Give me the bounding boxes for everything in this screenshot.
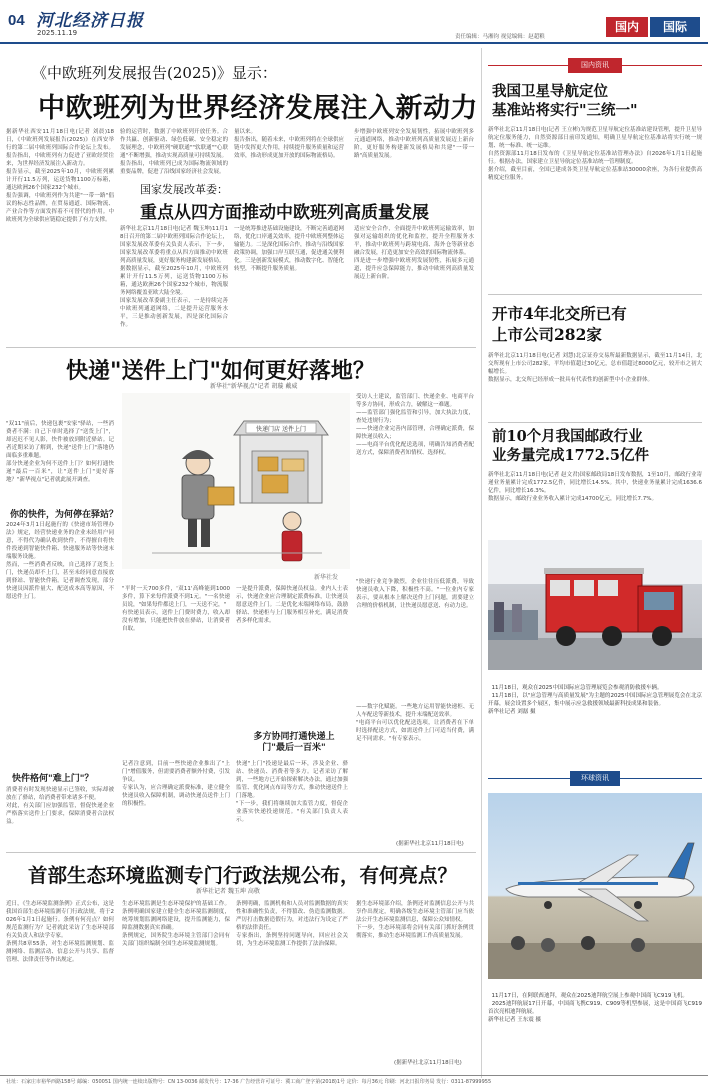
lead-bottom-rule	[6, 347, 476, 348]
lead-body-col2: 验的运营时，数据了中欧班列开放任务。合作共赢、创新驱动、绿色低碳、安全稳定的发展理念，中欧班列"硬联通""软联通""心联通"不断增强，推动实现高质量可持续发展。 报告指出，中欧班列已成为国际物流领域的重要品牌，促进了沿线国家经济社会发展。	[120, 129, 228, 175]
ipo-rule	[488, 422, 702, 423]
lead-body-col1: 据新华社西安11月18日电(记者 刘晨)18日，《中欧班列发展报告(2025)》在西安举行的第二届中欧班列国际合作论坛上发布。报告指出，中欧班列有力促进了亚欧经贸往来，为世界经济发展注入新动力。 报告显示，截至2025年10月，中欧班列累计开行11.5万列，运送货物1100万标箱，通达欧洲26个国家232个城市。 报告强调，中欧班列作为共建"一带一路"倡议的标志性品牌，在贸易通道、国际物流、产业合作等方面发挥着不可替代的作用。中欧班列为全球供应链稳定提供了有力支撑。	[6, 129, 114, 223]
express-headline: 快递"送件上门"如何更好落地？	[66, 358, 375, 384]
lead-headline: 中欧班列为世界经济发展注入新动力	[38, 93, 478, 124]
sub-headline-kicker: 国家发展改革委：	[140, 183, 228, 196]
eco-end-note: (据新华社北京11月18日电)	[394, 1060, 462, 1066]
sidebar-divider	[481, 48, 482, 1078]
fire-truck-photo	[488, 540, 702, 670]
ipo-headline-1: 开市4年北交所已有	[492, 304, 627, 323]
eco-headline: 首部生态环境监测专门行政法规公布，有何亮点？	[28, 864, 458, 887]
express-bottom-rule	[6, 852, 476, 853]
ipo-headline-2: 上市公司282家	[492, 325, 602, 344]
gov-headline-2: 业务量完成1772.5亿件	[492, 447, 649, 464]
sidebar-section-label: 国内资讯	[488, 58, 702, 74]
express-col4b: "快递行业竞争激烈，企业往往压低派费，导致快递员收入下降，积极性不高。"一位业内专家表示，要从根本上解决送件上门问题，需要建立合理的价格机制，让快递员愿意送、有动力送。	[356, 579, 474, 609]
express-col4: 受访人士建议，监管部门、快递企业、电商平台等多方协同，形成合力，破解这一难题。 ——监管部门强化监管和引导，加大执法力度，查处违规行为； ——快递企业完善内部管理，合理确定派费，保障快递员收入； ——电商平台优化配送选项，明确告知消费者配送方式，保障消费者知情权、选择权。	[356, 394, 474, 456]
section-tab-international[interactable]: 国际	[650, 17, 700, 37]
fire-truck-caption	[488, 676, 702, 762]
express-byline: 新华社"新华视点"记者 胡璇 戴威	[210, 383, 298, 390]
express-col4c: ——数字化赋能。一些地方运用智能快递柜、无人车配送等新技术，提升末端配送效率。 "电商平台可以优化配送选项，让消费者在下单时选择配送方式，如需送件上门可适当付费，满足不同需求。"有专家表示。	[356, 704, 474, 742]
airshow-photo	[488, 793, 702, 979]
gov-headline-1: 前10个月我国邮政行业	[492, 428, 643, 445]
express-col2b: 记者注意到，目前一些快递企业推出了"上门"增值服务，但需要消费者额外付费，引发争议。 专家认为，应合理确定派费标准，建立健全快递员收入保障机制，调动快递员送件上门的积极性。	[122, 761, 230, 807]
express-q2: 快件格何"难上门"？	[12, 774, 94, 784]
section-tab-domestic[interactable]: 国内	[606, 17, 648, 37]
sat-headline-2: 基准站将实行"三统一"	[492, 102, 638, 119]
express-col1c: 消费者有时发现快递显示已签收，实际却被放在了驿站，给消费者带来诸多不便。 对此，有关部门应加强监管，督促快递企业严格落实送件上门要求，保障消费者合法权益。	[6, 787, 114, 825]
gov-body: 新华社北京11月18日电(记者 赵文君)国家邮政局18日发布数据，1至10月，邮政行业寄递业务量累计完成1772.5亿件，同比增长14.5%。其中，快递业务量累计完成1636.6亿件，同比增长16.3%。 数据显示，邮政行业业务收入累计完成14700亿元，同比增长7.7%。	[488, 472, 702, 502]
ipo-body: 新华社北京11月18日电(记者 刘慧)北京证券交易所最新数据显示，截至11月14日，北交所现有上市公司282家，平均市值超过30亿元，总市值超过8000亿元，较开市之初大幅增长。 数据显示，北交所已经形成一批具有代表性的创新型中小企业群体。	[488, 353, 702, 383]
sub-headline: 重点从四方面推动中欧班列高质量发展	[140, 203, 429, 223]
sat-rule	[488, 294, 702, 295]
global-news-banner: 环球资讯	[488, 771, 702, 787]
sub-body-col2: 一是统筹推进基础设施建设，不断完善通道网络，优化口岸通关效率，提升中欧班列整体运输能力。二是深化国际合作，推动与沿线国家政策协调，加强口岸互联互通，促进通关便利化。三是创新发展模式，推动数字化、智能化转型，不断提升服务质量。	[234, 226, 345, 272]
express-illustration	[122, 393, 350, 569]
masthead-rule	[0, 42, 708, 44]
eco-col2: 生态环境监测是生态环境保护的基础工作。条例明确国家建立健全生态环境监测制度，统筹规划监测网络建设，提升监测能力，保障监测数据真实准确。 条例规定，国务院生态环境主管部门会同有关部门组织编制全国生态环境监测规划。	[122, 901, 230, 947]
lead-body-col4: 步增强中欧班列安全发展韧性，拓展中欧班列多元通道网络，推动中欧班列高质量发展迈上新台阶，更好服务构建新发展格局和共建"一带一路"高质量发展。	[354, 129, 474, 159]
paper-logo: 河北经济日报	[36, 11, 144, 31]
express-illustration-caption: 新华社发	[314, 574, 339, 581]
footer-rule	[0, 1075, 708, 1076]
illustration-delivery-icon	[122, 393, 350, 569]
express-q1: 你的快件，为何停在驿站？	[10, 510, 119, 520]
masthead	[0, 0, 708, 46]
express-end-note: (据新华社北京11月18日电)	[396, 841, 464, 847]
express-col3b: 快递"上门"投递是最后一环，涉及企业、驿站、快递员、消费者等多方。记者采访了解到，一些地方已开始探索解决办法，通过加强监管、优化网点布局等方式，推动快递送件上门落地。 "下一步，我们将继续加大监管力度，督促企业落实快递投递规范。"有关部门负责人表示。	[236, 761, 348, 823]
sub-body-col1: 新华社北京11月18日电(记者 魏玉坤)11月18日召开的第二届中欧班列国际合作论坛上，国家发展改革委有关负责人表示，下一步，国家发展改革委将重点从四方面推动中欧班列高质量发展，更好服务构建新发展格局。 据数据显示，截至2025年10月，中欧班列累计开行11.5万列，运送货物1100万标箱，通达欧洲26个国家232个城市，物流服务网络覆盖亚欧大陆全境。 国家发展改革委副主任表示，一是持续完善中欧班列通道网络，二是提升运营服务水平，三是推动创新发展，四是深化国际合作。	[120, 226, 229, 328]
sat-body: 新华社北京11月18日电(记者 王立彬)为规范卫星导航定位基准站建设管理，提升卫星导航定位服务能力，自然资源部日前印发通知，明确卫星导航定位基准站将实行统一规划、统一标准、统一运维。 自然资源部11月18日发布的《卫星导航定位基准站管理办法》自2026年1月1日起施行。根据办法，国家建立卫星导航定位基准站统一管理制度。 据介绍，截至目前，全国已建成各类卫星导航定位基准站30000余座，为各行业提供高精度定位服务。	[488, 127, 702, 181]
express-col1: "双11"前后，快递包裹"安家"驿站，一些消费者不满：自己下单时选择了"送货上门"，却迟迟不见人影，快件被放到附近驿站。记者近期采访了解到，快递"送件上门"落地仍面临多重难题。 部分快递企业为何不送件上门？如何打通快递"最后一百米"，让"送件上门"更好落地？"新华视点"记者就此展开调查。	[6, 421, 114, 483]
lead-kicker: 《中欧班列发展报告(2025)》显示：	[32, 64, 277, 82]
airshow-caption-text: 11月17日，在阿联酋迪拜，观众在2025迪拜航空展上参观中国商飞C919飞机。	[491, 993, 688, 999]
issue-date: 2025.11.19	[37, 29, 78, 37]
sub-body-col3: 适应安全合作，全面提升中欧班列运输效率，加强对运输组织的优化和监控，提升全程服务水平，推动中欧班列与跨境电商、海外仓等新业态融合发展，打造更加安全高效的国际物流体系。 四是进一步增强中欧班列发展韧性，拓展多元通道，提升应急保障能力，推动中欧班列高质量发展迈上新台阶。	[354, 226, 474, 280]
lead-body-col3: 量以来。 报告指出，随着未来，中欧班列将在全球供应链中发挥更大作用，持续提升服务质量和运营效率，推动形成更加开放的国际物流格局。	[234, 129, 345, 159]
footer-address: 社址：石家庄市裕华西路158号 邮编：050051 国内统一连续出版物号：CN 13-0036 邮发代号：17-36 广告经营许可证号：冀工商广登字第(2018)1号 定价：每月36元 印刷：河北日报印务局 发行：0311-87999955	[6, 1079, 492, 1085]
eco-col1: 近日，《生态环境监测条例》正式公布，这是我国首部生态环境监测专门行政法规，将于2026年1月1日起施行。条例有何亮点？如何规范监测行为？记者就此采访了生态环境部有关负责人和法学专家。 条例共8章55条，对生态环境监测规划、监测网络、监测活动、信息公开与共享、监督管理、法律责任等作出规定。	[6, 901, 115, 963]
airplane-icon	[488, 793, 702, 979]
fire-truck-icon	[488, 540, 702, 670]
eco-col3: 条例明确，监测机构和人员对监测数据的真实性和准确性负责，不得篡改、伪造监测数据。严厉打击数据造假行为，对违法行为设定了严格的法律责任。 专家指出，条例坚持问题导向，回应社会关切，为生态环境监测工作提供了法治保障。	[236, 901, 348, 947]
eco-byline: 新华社记者 魏玉坤 高敬	[196, 888, 260, 895]
express-col2: "平时一天700多件，'双11'高峰能到1000多件，算下来每件派费不到1元。"一名快递员说，"如果每件都送上门，一天送不完，" 有快递员表示，送件上门费时费力，收入却没有增加，只能把快件放在驿站，让消费者自取。	[122, 586, 230, 632]
page-number: 04	[8, 12, 25, 29]
airshow-body-text: 2025迪拜航展17日开幕，中国商飞携C919、C909等机型参展，这是中国商飞C919首次亮相迪拜航展。 新华社记者 王东震 摄	[488, 1001, 702, 1023]
editor-credits: 责任编辑：马湘钧 视觉编辑：赵超粮	[455, 34, 545, 40]
airshow-caption	[488, 984, 702, 1068]
express-col1b: 2024年3月1日起施行的《快递市场管理办法》规定，经营快递业务的企业未经用户同意，不得代为确认收到快件，不得擅自将快件投递到智能快件箱、快递服务站等快递末端服务设施。 然而，一些消费者反映，自己选择了送货上门，快递员却不上门，甚至未经同意直接放到驿站、智能快件箱。记者调查发现，部分快递员因派件量大、配送成本高等原因，不愿送件上门。	[6, 522, 114, 600]
express-q3: 多方协同打通快递上门"最后一百米"	[253, 732, 335, 753]
fire-truck-body-text: 11月18日，以"应急管理与高质量发展"为主题的2025中国国际应急管理展览会在北京开幕，展会设置多个展区，集中展示应急救援领域最新科技成果和装备。 新华社记者 刘潺 摄	[488, 693, 702, 715]
sat-headline-1: 我国卫星导航定位	[492, 83, 608, 100]
fire-truck-caption-text: 11月18日，观众在2025中国国际应急管理展览会参观消防救援车辆。	[491, 685, 663, 691]
illustration-sign: 快递门店 送件上门	[256, 426, 306, 433]
eco-col4: 据生态环境部介绍，条例还对监测信息公开与共享作出规定，明确各级生态环境主管部门应当依法公开生态环境监测信息，保障公众知情权。 下一步，生态环境部将会同有关部门抓好条例贯彻落实，推动生态环境监测工作高质量发展。	[356, 901, 474, 939]
express-col3: 一是提升派费，保障快递员权益。业内人士表示，快递企业应合理制定派费标准，让快递员愿意送件上门。二是优化末端网络布局，鼓励驿站、快递柜与上门服务相互补充，满足消费者多样化需求。	[236, 586, 348, 624]
